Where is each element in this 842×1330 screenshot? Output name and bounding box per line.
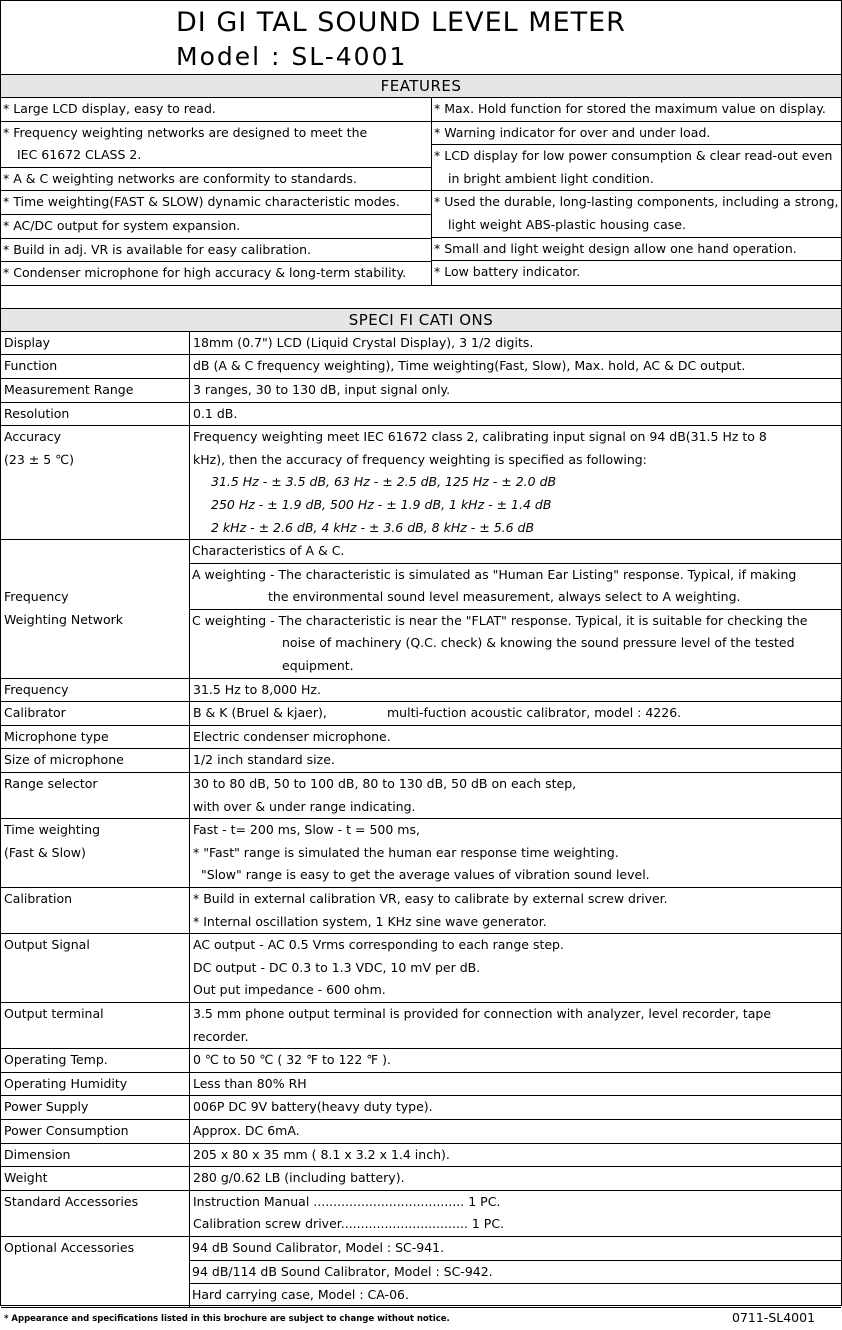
- feature-item: * Low battery indicator.: [434, 264, 581, 280]
- spec-row-output-signal: [1, 934, 841, 1003]
- spec-row-operating-temp: [1, 1049, 841, 1073]
- spec-row-calibration: [1, 888, 841, 934]
- feature-item: * Large LCD display, easy to read.: [3, 101, 216, 116]
- a-weighting-lead: A weighting -: [192, 566, 275, 582]
- spec-row-resolution: [1, 403, 841, 427]
- feature-item-cont: IEC 61672 CLASS 2.: [17, 147, 142, 163]
- spec-label: Optional Accessories: [4, 1239, 135, 1255]
- spec-value: B & K (Bruel & kjaer),: [193, 705, 327, 721]
- features-heading: FEATURES: [1, 75, 841, 98]
- c-weighting-text: The characteristic is near the "FLAT" response. Typical, it is suitable for checking the: [278, 612, 808, 628]
- spec-label: Size of microphone: [4, 752, 124, 768]
- spec-label: Frequency: [4, 681, 69, 697]
- spec-label: Measurement Range: [4, 381, 134, 397]
- spec-value: 31.5 Hz to 8,000 Hz.: [193, 681, 321, 697]
- spec-row-time-weighting: [1, 819, 841, 888]
- spec-label-sub: Weighting Network: [4, 611, 124, 627]
- spec-row-power-supply: [1, 1096, 841, 1120]
- spec-label: Resolution: [4, 405, 70, 421]
- spec-value: 1/2 inch standard size.: [193, 752, 335, 768]
- spec-value: 3 ranges, 30 to 130 dB, input signal only.: [193, 381, 451, 397]
- spec-label-sub: (23 ± 5 ℃): [4, 451, 75, 467]
- spec-value: Out put impedance - 600 ohm.: [193, 982, 386, 998]
- feature-item-cont: light weight ABS-plastic housing case.: [448, 216, 686, 232]
- feature-item: * Used the durable, long-lasting components, including a strong,: [434, 194, 839, 210]
- c-weighting-text-cont: equipment.: [282, 658, 354, 674]
- spec-label-sub: (Fast & Slow): [4, 844, 86, 860]
- optional-accessory-item: 94 dB Sound Calibrator, Model : SC-941.: [192, 1239, 445, 1255]
- feature-item: * AC/DC output for system expansion.: [3, 217, 241, 233]
- a-weighting: [190, 564, 841, 610]
- specifications-table: [1, 332, 841, 1308]
- spec-row-weight: [1, 1167, 841, 1191]
- spec-row-range-selector: [1, 773, 841, 819]
- spec-label: Time weighting: [4, 822, 101, 838]
- spec-label: Power Supply: [4, 1099, 89, 1115]
- spec-label: Dimension: [4, 1146, 71, 1162]
- spec-value: Fast - t= 200 ms, Slow - t = 500 ms,: [193, 822, 420, 838]
- spec-label: Weight: [4, 1170, 48, 1186]
- spec-label: Output Signal: [4, 937, 90, 953]
- spec-label: Standard Accessories: [4, 1193, 139, 1209]
- c-weighting-text-cont: noise of machinery (Q.C. check) & knowing the sound pressure level of the tested: [282, 635, 795, 651]
- a-weighting-text-cont: the environmental sound level measurement, always select to A weighting.: [268, 589, 741, 605]
- spec-value: dB (A & C frequency weighting), Time weighting(Fast, Slow), Max. hold, AC & DC output.: [193, 358, 746, 374]
- model-number: Model : SL-4001: [176, 42, 408, 71]
- spec-value: Calibration screw driver................................ 1 PC.: [193, 1216, 505, 1232]
- section-spacer: [1, 286, 841, 309]
- spec-label: Calibration: [4, 891, 73, 906]
- spec-row-frequency: [1, 679, 841, 703]
- spec-row-operating-humidity: [1, 1073, 841, 1097]
- spec-row-optional-accessories: [1, 1237, 841, 1308]
- feature-item: * Max. Hold function for stored the maximum value on display.: [434, 101, 826, 116]
- spec-label: Operating Humidity: [4, 1075, 128, 1091]
- spec-row-weighting-network: [1, 540, 841, 679]
- spec-value: Less than 80% RH: [193, 1075, 307, 1091]
- accuracy-item: 31.5 Hz - ± 3.5 dB, 63 Hz - ± 2.5 dB, 125 Hz - ± 2.0 dB: [211, 474, 557, 490]
- spec-value: with over & under range indicating.: [193, 798, 416, 814]
- spec-label: Frequency: [4, 589, 69, 605]
- feature-item: * LCD display for low power consumption & clear read-out even: [434, 148, 833, 164]
- spec-value: * "Fast" range is simulated the human ear response time weighting.: [193, 844, 619, 860]
- spec-row-dimension: [1, 1144, 841, 1168]
- spec-value: AC output - AC 0.5 Vrms corresponding to each range step.: [193, 937, 564, 953]
- a-weighting-text: The characteristic is simulated as "Human Ear Listing" response. Typical, if making: [278, 566, 797, 582]
- spec-value: 205 x 80 x 35 mm ( 8.1 x 3.2 x 1.4 inch).: [193, 1146, 450, 1162]
- accuracy-item: 250 Hz - ± 1.9 dB, 500 Hz - ± 1.9 dB, 1 kHz - ± 1.4 dB: [211, 496, 552, 512]
- product-title: DI GI TAL SOUND LEVEL METER: [176, 7, 626, 38]
- spec-label: Function: [4, 358, 58, 374]
- spec-value: DC output - DC 0.3 to 1.3 VDC, 10 mV per dB.: [193, 959, 481, 975]
- header: [1, 1, 841, 75]
- optional-accessory-item: Hard carrying case, Model : CA-06.: [192, 1287, 409, 1303]
- spec-value: 006P DC 9V battery(heavy duty type).: [193, 1099, 433, 1115]
- spec-value: 30 to 80 dB, 50 to 100 dB, 80 to 130 dB, 50 dB on each step,: [193, 776, 577, 792]
- feature-item-cont: in bright ambient light condition.: [448, 170, 654, 186]
- spec-value: 0.1 dB.: [193, 405, 238, 421]
- spec-label: Operating Temp.: [4, 1052, 108, 1068]
- spec-value: * Build in external calibration VR, easy to calibrate by external screw driver.: [193, 891, 668, 906]
- spec-label: Output terminal: [4, 1005, 104, 1021]
- spec-value: 0 ℃ to 50 ℃ ( 32 ℉ to 122 ℉ ).: [193, 1052, 392, 1068]
- footer: [1, 1308, 841, 1330]
- spec-value: Frequency weighting meet IEC 61672 class 2, calibrating input signal on 94 dB(31.5 Hz to 8: [193, 429, 767, 445]
- feature-item: * Time weighting(FAST & SLOW) dynamic characteristic modes.: [3, 194, 400, 210]
- specifications-heading: SPECI FI CATI ONS: [1, 309, 841, 332]
- spec-value: recorder.: [193, 1028, 249, 1044]
- feature-item: * Warning indicator for over and under load.: [434, 124, 711, 140]
- spec-row-mic-type: [1, 726, 841, 750]
- spec-value: 18mm (0.7") LCD (Liquid Crystal Display), 3 1/2 digits.: [193, 334, 534, 350]
- accuracy-item: 2 kHz - ± 2.6 dB, 4 kHz - ± 3.6 dB, 8 kHz - ± 5.6 dB: [211, 519, 535, 535]
- features-left-column: [1, 98, 432, 285]
- document-code: 0711-SL4001: [732, 1309, 816, 1325]
- spec-value: "Slow" range is easy to get the average values of vibration sound level.: [193, 867, 650, 883]
- spec-label: Microphone type: [4, 728, 109, 744]
- feature-item: * Build in adj. VR is available for easy calibration.: [3, 241, 312, 257]
- spec-row-output-terminal: [1, 1003, 841, 1049]
- spec-value: kHz), then the accuracy of frequency weighting is specified as following:: [193, 451, 647, 467]
- spec-label: Calibrator: [4, 705, 66, 721]
- spec-value: Approx. DC 6mA.: [193, 1122, 300, 1138]
- spec-value: * Internal oscillation system, 1 KHz sine wave generator.: [193, 913, 547, 929]
- c-weighting-lead: C weighting -: [192, 612, 275, 628]
- feature-item: * Frequency weighting networks are designed to meet the: [3, 124, 368, 140]
- spec-row-power-consumption: [1, 1120, 841, 1144]
- weighting-intro: Characteristics of A & C.: [192, 543, 345, 559]
- spec-value: multi-fuction acoustic calibrator, model : 4226.: [387, 705, 682, 721]
- feature-item: * A & C weighting networks are conformity to standards.: [3, 170, 357, 186]
- spec-row-function: [1, 355, 841, 379]
- features-table: [1, 98, 841, 286]
- disclaimer-note: * Appearance and specifications listed in this brochure are subject to change without notice.: [4, 1313, 450, 1324]
- spec-value: Instruction Manual ...................................... 1 PC.: [193, 1193, 501, 1209]
- features-right-column: [432, 98, 841, 285]
- spec-row-accuracy: [1, 426, 841, 540]
- spec-row-calibrator: [1, 702, 841, 726]
- spec-label: Accuracy: [4, 429, 62, 445]
- spec-row-measurement-range: [1, 379, 841, 403]
- spec-value: 3.5 mm phone output terminal is provided for connection with analyzer, level recorder, tape: [193, 1005, 772, 1021]
- feature-item: * Condenser microphone for high accuracy & long-term stability.: [3, 265, 407, 281]
- c-weighting: [190, 610, 841, 678]
- spec-label: Power Consumption: [4, 1122, 129, 1138]
- spec-label: Range selector: [4, 776, 98, 792]
- spec-row-mic-size: [1, 749, 841, 773]
- spec-label: Display: [4, 334, 51, 350]
- feature-item: * Small and light weight design allow one hand operation.: [434, 240, 797, 256]
- spec-row-display: [1, 332, 841, 356]
- optional-accessory-item: 94 dB/114 dB Sound Calibrator, Model : SC-942.: [192, 1263, 493, 1279]
- spec-value: 280 g/0.62 LB (including battery).: [193, 1170, 405, 1186]
- spec-row-standard-accessories: [1, 1191, 841, 1237]
- spec-value: Electric condenser microphone.: [193, 728, 391, 744]
